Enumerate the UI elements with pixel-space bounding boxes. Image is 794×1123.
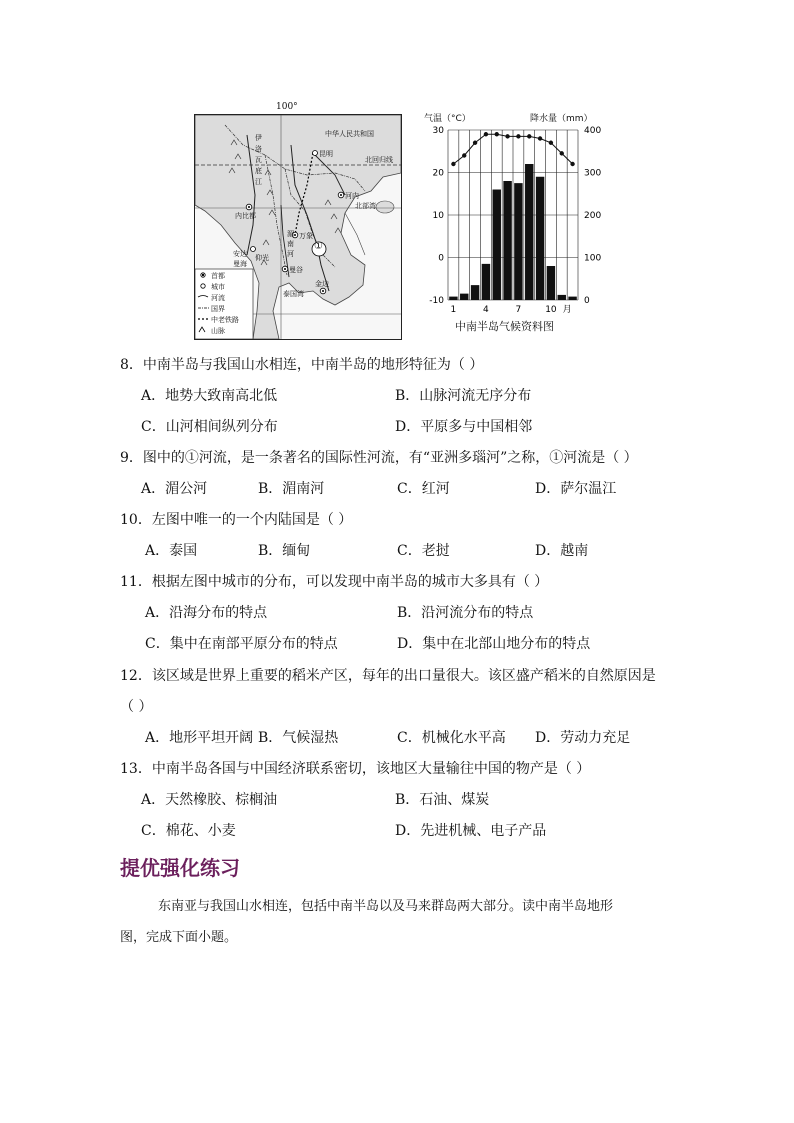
question-10-option-c[interactable]: C．老挝 [397,543,450,559]
chart-right-tick: 100 [584,253,602,264]
legend-city: 城市 [211,283,225,291]
map-drawing [195,115,401,339]
question-8-option-c[interactable]: C．山河相间纵列分布 [141,419,278,435]
chart-left-tick: 20 [432,168,444,179]
chart-x-tick: 10 [545,305,557,314]
map-label-beibu: 北部湾 [355,202,376,210]
map-label-irrawaddy: 伊洛瓦底江 [255,134,262,186]
map-label-naypyidaw: 内比都 [235,212,256,220]
question-12-stem: 12．该区域是世界上重要的稻米产区，每年的出口量很大。该区盛产稻米的自然原因是 [120,668,656,684]
chart-x-label: 月 [562,305,572,314]
question-11-option-a[interactable]: A．沿海分布的特点 [145,605,268,621]
temperature-point [505,134,509,138]
question-12-option-b[interactable]: B．气候湿热 [258,730,339,746]
question-13-option-d[interactable]: D．先进机械、电子产品 [395,823,547,839]
temperature-point [549,141,553,145]
question-12-option-d[interactable]: D．劳动力充足 [535,730,631,746]
section-paragraph-line1: 东南亚与我国山水相连，包括中南半岛以及马来群岛两大部分。读中南半岛地形 [158,899,614,914]
question-12-option-c[interactable]: C．机械化水平高 [397,730,506,746]
precipitation-bar [536,177,544,300]
question-10-option-b[interactable]: B．缅甸 [258,543,311,559]
legend-mountain: 山脉 [211,327,225,335]
question-8-option-b[interactable]: B．山脉河流无序分布 [395,388,532,404]
question-10-option-d[interactable]: D．越南 [535,543,589,559]
temperature-point [462,153,466,157]
precipitation-bar [525,164,533,300]
map-label-kunming: 昆明 [319,150,333,158]
section-title: 提优强化练习 [120,856,240,880]
question-11-option-c[interactable]: C．集中在南部平原分布的特点 [145,636,338,652]
question-9-stem: 9．图中的①河流，是一条著名的国际性河流，有“亚洲多瑙河”之称，①河流是（ ） [120,450,638,466]
map-lon-label: 100° [276,102,298,112]
temperature-point [484,132,488,136]
chart-title: 中南半岛气候资料图 [455,320,554,333]
temperature-point [538,136,542,140]
chart-x-tick: 4 [483,305,489,314]
map-label-vientiane: 万象 [299,232,313,240]
precipitation-bar [493,190,501,301]
precipitation-bar [482,264,490,300]
question-13-option-c[interactable]: C．棉花、小麦 [141,823,236,839]
chart-x-tick: 1 [450,305,457,314]
question-11-stem: 11．根据左图中城市的分布，可以发现中南半岛的城市大多具有（ ） [120,574,549,590]
precipitation-bar [547,266,555,300]
temperature-point [516,134,520,138]
chart-left-tick: 30 [432,126,444,136]
chart-ylabel-left: 气温（°C） [424,114,471,124]
map-river-mark: ① [314,241,323,252]
question-8-option-a[interactable]: A．地势大致南高北低 [141,388,278,404]
question-13-option-b[interactable]: B．石油、煤炭 [395,792,490,808]
question-8-option-d[interactable]: D．平原多与中国相邻 [395,419,533,435]
precipitation-bar [449,297,457,300]
precipitation-bar [568,297,576,300]
question-12-stem-cont: （ ） [120,699,153,715]
question-13-stem: 13．中南半岛各国与中国经济联系密切，该地区大量输往中国的物产是（ ） [120,761,591,777]
question-9-option-b[interactable]: B．湄南河 [258,481,325,497]
precipitation-bar [503,181,511,300]
chart-right-tick: 400 [584,126,602,136]
question-9-option-d[interactable]: D．萨尔温江 [535,481,617,497]
legend-river: 河流 [211,294,225,302]
section-paragraph-line2: 图，完成下面小题。 [120,930,238,945]
precipitation-bar [471,285,479,300]
question-12-option-a[interactable]: A．地形平坦开阔 [145,730,254,746]
chart-right-tick: 0 [584,296,590,306]
legend-border: 国界 [211,305,225,313]
question-11-option-b[interactable]: B．沿河流分布的特点 [397,605,534,621]
legend-railway: 中老铁路 [211,316,239,324]
map-label-tropic: 北回归线 [365,156,393,164]
map-label-bangkok: 曼谷 [289,266,303,274]
question-9-option-c[interactable]: C．红河 [397,481,450,497]
question-10-stem: 10．左图中唯一的一个内陆国是（ ） [120,512,353,528]
question-13-option-a[interactable]: A．天然橡胶、棕榈油 [141,792,278,808]
map-label-phnom-penh: 金边 [315,280,329,288]
map-label-andaman: 安达曼海 [233,250,247,268]
climate-chart [420,122,610,314]
precipitation-bar [514,183,522,300]
question-9-option-a[interactable]: A．湄公河 [141,481,208,497]
precipitation-bar [460,294,468,300]
legend-capital: 首都 [211,272,225,280]
temperature-point [527,134,531,138]
question-10-option-a[interactable]: A．泰国 [145,543,198,559]
indochina-map [194,114,402,340]
map-label-yangon: 仰光 [255,254,269,262]
map-label-menam: 湄南河 [287,230,294,258]
map-label-hanoi: 河内 [345,192,359,200]
question-8-stem: 8．中南半岛与我国山水相连，中南半岛的地形特征为（ ） [120,357,484,373]
chart-left-tick: 0 [438,253,444,264]
chart-right-tick: 300 [584,168,602,179]
chart-x-tick: 7 [515,305,522,314]
chart-left-tick: 10 [432,211,444,221]
map-label-gulf-thailand: 泰国湾 [283,290,304,298]
temperature-point [495,132,499,136]
chart-right-tick: 200 [584,211,602,221]
chart-ylabel-right: 降水量（mm） [530,114,593,124]
chart-left-tick: -10 [429,296,444,306]
question-11-option-d[interactable]: D．集中在北部山地分布的特点 [397,636,591,652]
map-label-china: 中华人民共和国 [325,130,374,138]
temperature-point [473,141,477,145]
temperature-point [560,151,564,155]
precipitation-bar [558,295,566,300]
temperature-point [451,162,455,166]
temperature-point [570,162,574,166]
